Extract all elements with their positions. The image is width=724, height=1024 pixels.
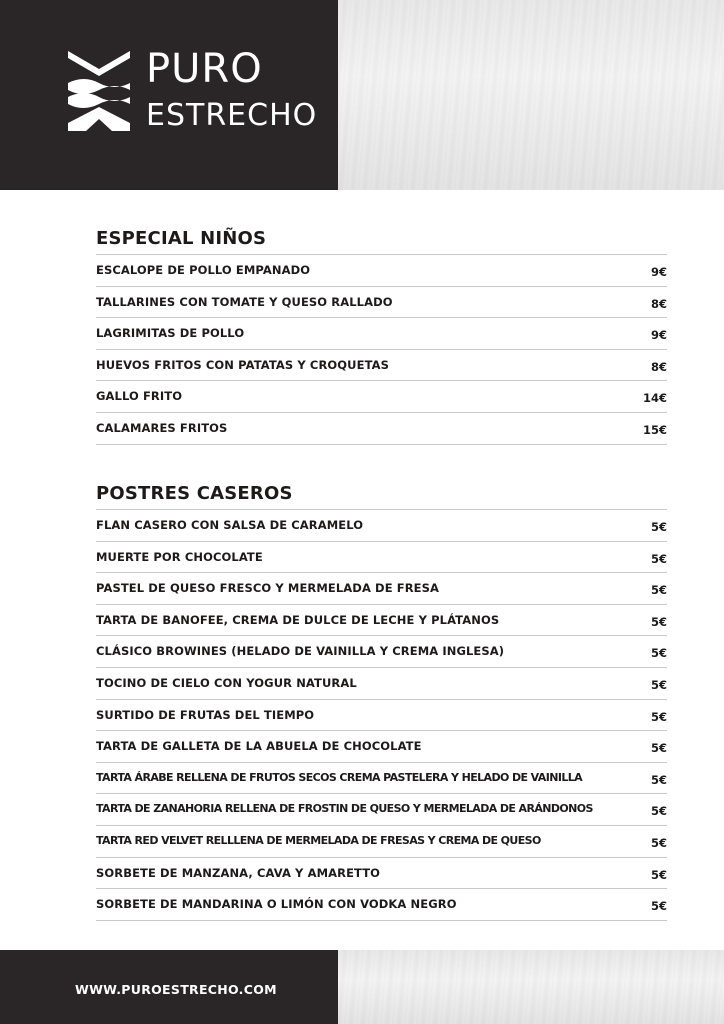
menu-item-name: HUEVOS FRITOS CON PATATAS Y CROQUETAS	[96, 357, 390, 372]
menu-row	[96, 542, 667, 574]
menu-item-price: 5€	[650, 520, 667, 534]
logo-mark-icon	[66, 47, 132, 133]
menu-row	[96, 794, 667, 826]
menu-item-name: ESCALOPE DE POLLO EMPANADO	[96, 263, 311, 277]
menu-row	[96, 889, 667, 921]
brand-logo	[66, 47, 336, 137]
menu-row	[96, 636, 667, 668]
menu-row	[96, 858, 667, 890]
menu-item-price: 5€	[650, 614, 667, 629]
menu-list-especial-ninos	[96, 254, 667, 445]
menu-item-price: 9€	[650, 265, 667, 279]
website-link[interactable]: WWW.PUROESTRECHO.COM	[75, 982, 277, 997]
menu-item-name: TARTA DE ZANAHORIA RELLENA DE FROSTIN DE QUESO Y MERMELADA DE ARÁNDONOS	[96, 802, 593, 816]
footer-wood-texture	[338, 950, 724, 1024]
menu-item-name: TOCINO DE CIELO CON YOGUR NATURAL	[96, 675, 357, 690]
menu-item-name: GALLO FRITO	[96, 389, 183, 404]
menu-item-name: CALAMARES FRITOS	[96, 420, 228, 435]
menu-item-name: SURTIDO DE FRUTAS DEL TIEMPO	[96, 707, 315, 722]
menu-row	[96, 573, 667, 605]
menu-item-price: 14€	[642, 391, 667, 406]
menu-item-price: 5€	[650, 804, 667, 819]
menu-row	[96, 763, 667, 795]
menu-item-name: FLAN CASERO CON SALSA DE CARAMELO	[96, 518, 364, 532]
menu-row	[96, 605, 667, 637]
menu-row	[96, 700, 667, 732]
menu-item-price: 5€	[650, 899, 667, 914]
menu-row	[96, 826, 667, 858]
menu-item-name: SORBETE DE MANZANA, CAVA Y AMARETTO	[96, 865, 381, 880]
menu-item-price: 5€	[650, 709, 667, 724]
menu-item-price: 8€	[650, 359, 667, 374]
menu-row	[96, 287, 667, 319]
header-wood-texture	[338, 0, 724, 190]
menu-item-price: 5€	[650, 772, 667, 787]
menu-item-name: SORBETE DE MANDARINA O LIMÓN CON VODKA NEGRO	[96, 897, 457, 912]
menu-row	[96, 254, 667, 287]
menu-item-name: MUERTE POR CHOCOLATE	[96, 549, 263, 564]
menu-item-price: 8€	[650, 296, 667, 311]
menu-item-name: TARTA DE GALLETA DE LA ABUELA DE CHOCOLATE	[96, 739, 422, 754]
menu-row	[96, 318, 667, 350]
menu-item-name: LAGRIMITAS DE POLLO	[96, 326, 245, 341]
menu-row	[96, 668, 667, 700]
menu-row	[96, 509, 667, 542]
menu-item-price: 9€	[650, 328, 667, 343]
menu-item-price: 15€	[642, 422, 667, 437]
section-title-especial-ninos: ESPECIAL NIÑOS	[96, 228, 267, 249]
menu-row	[96, 381, 667, 413]
menu-item-price: 5€	[650, 646, 667, 661]
menu-item-price: 5€	[650, 867, 667, 882]
menu-item-name: TARTA DE BANOFEE, CREMA DE DULCE DE LECHE Y PLÁTANOS	[96, 612, 500, 627]
menu-list-postres-caseros	[96, 509, 667, 921]
menu-row	[96, 350, 667, 382]
menu-item-name: TALLARINES CON TOMATE Y QUESO RALLADO	[96, 294, 393, 309]
section-title-postres-caseros: POSTRES CASEROS	[96, 483, 293, 504]
menu-item-price: 5€	[650, 677, 667, 692]
menu-item-price: 5€	[650, 741, 667, 756]
menu-item-name: TARTA ÁRABE RELLENA DE FRUTOS SECOS CREMA PASTELERA Y HELADO DE VAINILLA	[96, 770, 583, 784]
menu-item-name: PASTEL DE QUESO FRESCO Y MERMELADA DE FRESA	[96, 581, 440, 596]
brand-name-line2: ESTRECHO	[146, 98, 318, 133]
menu-row	[96, 413, 667, 445]
menu-item-price: 5€	[650, 551, 667, 566]
menu-item-price: 5€	[650, 835, 667, 850]
brand-name-line1: PURO	[146, 46, 263, 92]
menu-item-name: TARTA RED VELVET RELLLENA DE MERMELADA DE FRESAS Y CREMA DE QUESO	[96, 833, 541, 847]
menu-item-price: 5€	[650, 583, 667, 598]
menu-row	[96, 731, 667, 763]
menu-item-name: CLÁSICO BROWINES (HELADO DE VAINILLA Y CREMA INGLESA)	[96, 644, 505, 659]
